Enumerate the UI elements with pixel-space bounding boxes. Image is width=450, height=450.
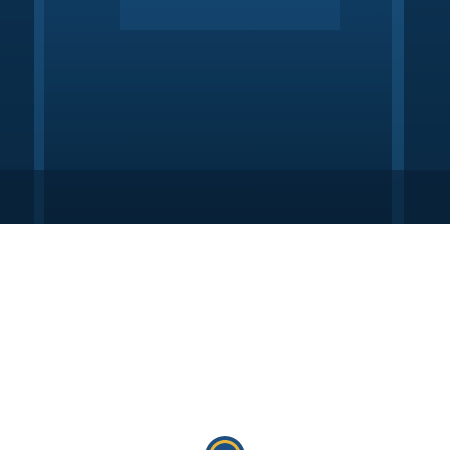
registration-info bbox=[0, 287, 450, 296]
building-wall bbox=[120, 0, 340, 30]
building-steps bbox=[0, 170, 450, 224]
footer-logos bbox=[0, 432, 450, 450]
university-seal-icon bbox=[205, 436, 245, 450]
hero-banner bbox=[0, 0, 450, 224]
